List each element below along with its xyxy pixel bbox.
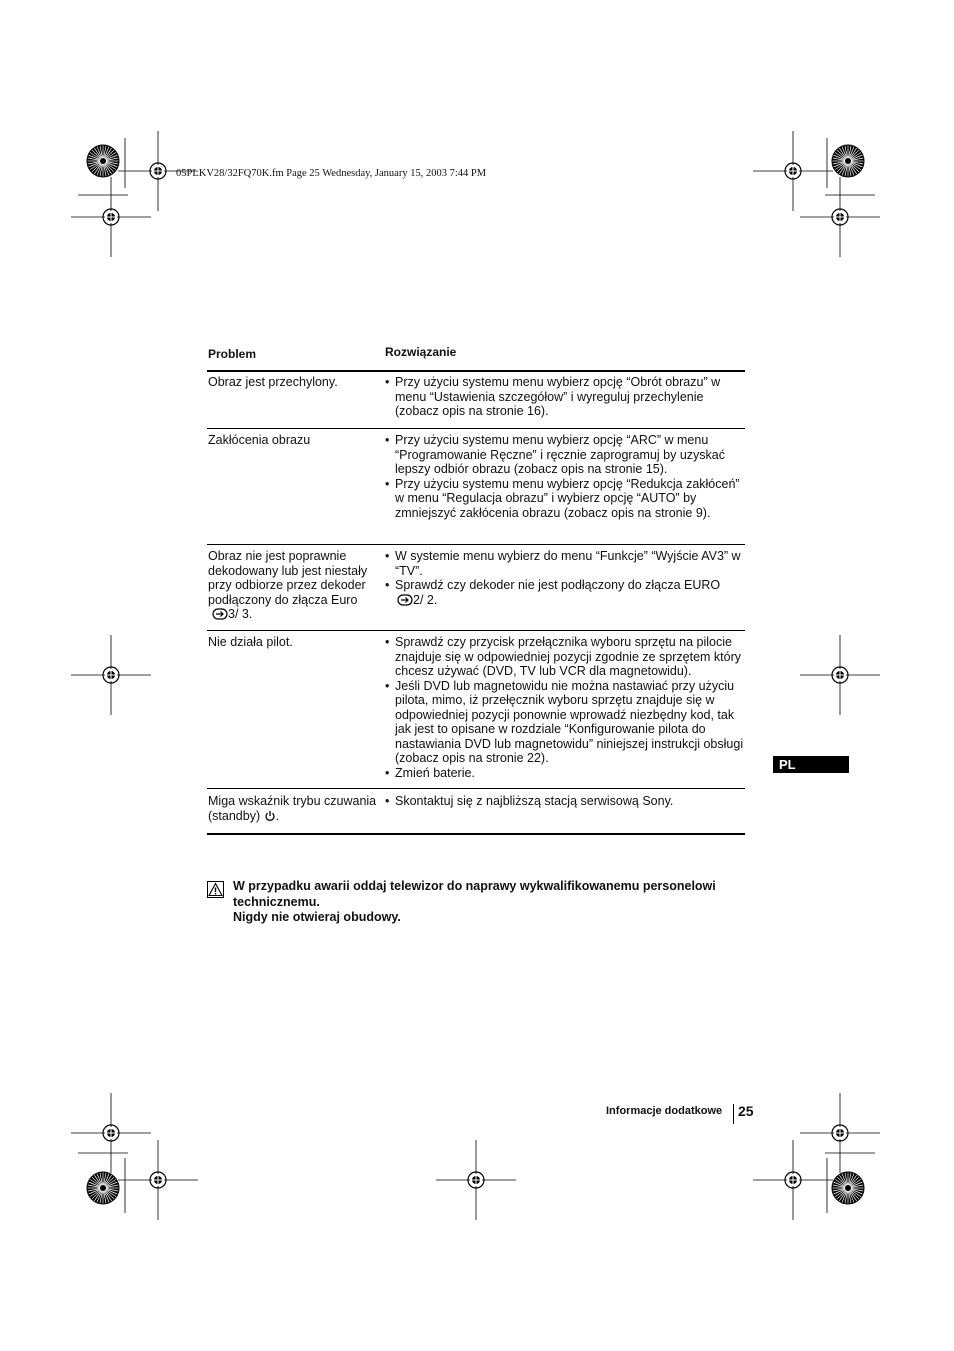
list-item: • Sprawdź czy dekoder nie jest podłączony do złącza EURO 2/ 2. — [385, 578, 721, 607]
table-row-solution — [385, 375, 747, 419]
list-item: • Skontaktuj się z najbliższą stacją serwisową Sony. — [385, 794, 674, 808]
row-divider — [207, 630, 745, 631]
language-tab: PL — [773, 756, 849, 773]
table-row-solution — [385, 433, 747, 520]
warning-text — [233, 879, 753, 926]
list-item: • Przy użyciu systemu menu wybierz opcję “Obrót obrazu” w menu “Ustawienia szczegółow” i wyreguluj przechylenie (zobacz opis na stronie 16). — [385, 375, 721, 418]
row-divider — [207, 428, 745, 429]
page-number: 25 — [738, 1103, 754, 1119]
row-divider — [207, 544, 745, 545]
warning-line: Nigdy nie otwieraj obudowy. — [233, 910, 401, 924]
table-row-problem: Nie działa pilot. — [208, 635, 293, 649]
table-row-solution — [385, 635, 747, 780]
registration-mark-icon — [118, 1140, 198, 1220]
table-row-problem — [208, 549, 378, 622]
table-header-rule — [207, 370, 745, 372]
sunburst-mark-icon — [85, 143, 121, 179]
connector-text: 2/ 2. — [413, 592, 438, 607]
table-row-problem: Miga wskaźnik trybu czuwania (standby) . — [208, 794, 377, 823]
list-item: • Zmień baterie. — [385, 765, 475, 780]
problem-text: Miga wskaźnik trybu czuwania (standby) — [208, 794, 377, 823]
list-item: • Sprawdź czy przycisk przełącznika wyboru sprzętu na pilocie znajduje się w odpowiedniej pozycji zgodnie ze sprzętem który chcesz używać (DVD, TV lub VCR dla magnetowidu). — [385, 635, 742, 678]
list-item: • Przy użyciu systemu menu wybierz opcję “Redukcja zakłóceń” w menu “Regulacja obrazu” i wybierz opcję “AUTO” by zmniejszyć zakłócenia obrazu (zobacz opis na stronie 9). — [385, 476, 740, 520]
table-row-problem: Zakłócenia obrazu — [208, 433, 311, 447]
file-info-header: 05PLKV28/32FQ70K.fm Page 25 Wednesday, January 15, 2003 7:44 PM — [176, 168, 487, 179]
sunburst-mark-icon — [830, 1170, 866, 1206]
table-row-solution — [385, 549, 747, 607]
registration-mark-icon — [71, 177, 151, 257]
column-header-solution: Rozwiązanie — [385, 345, 457, 359]
connector-line — [395, 593, 437, 607]
footer-divider — [733, 1104, 734, 1124]
registration-mark-icon — [800, 177, 880, 257]
list-item: • Przy użyciu systemu menu wybierz opcję “ARC” w menu “Programowanie Ręczne” i ręcznie zaprogramuj by uzyskać lepszy odbiór obrazu (zobacz opis na stronie 15). — [385, 433, 725, 476]
table-bottom-rule — [207, 833, 745, 835]
warning-triangle-icon — [207, 881, 224, 898]
standby-power-icon — [264, 810, 276, 822]
connector-line — [208, 607, 252, 621]
table-row-problem: Obraz jest przechylony. — [208, 375, 338, 389]
footer-section-label: Informacje dodatkowe — [606, 1105, 723, 1117]
registration-mark-icon — [436, 1140, 516, 1220]
sunburst-mark-icon — [830, 143, 866, 179]
list-item: • Jeśli DVD lub magnetowidu nie można nastawiać przy użyciu pilota, mimo, iż przełęcznik wyboru sprzętu znajduje się w odpowiedniej pozycji ponownie wprowadź niezbędny kod, tak jak jest to opisane w rozdziale “Konfigurowanie pilota do nastawiania DVD lub magnetowidu” niniejszej instrukcji obsługi (zobacz opis na stronie 22). — [385, 678, 744, 765]
registration-mark-icon — [71, 635, 151, 715]
table-row-solution — [385, 794, 747, 809]
problem-text: Obraz nie jest poprawnie dekodowany lub jest niestały przy odbiorze przez dekoder podłączony do złącza Euro — [208, 549, 368, 607]
scart-in-icon — [212, 608, 228, 620]
registration-mark-icon — [800, 635, 880, 715]
scart-in-icon — [397, 594, 413, 606]
registration-mark-icon — [753, 1140, 833, 1220]
list-item: • W systemie menu wybierz do menu “Funkcje” “Wyjście AV3” w “TV”. — [385, 549, 741, 578]
warning-line: W przypadku awarii oddaj telewizor do naprawy wykwalifikowanemu personelowi technicznemu. — [233, 879, 716, 909]
connector-text: 3/ 3. — [228, 607, 253, 621]
sunburst-mark-icon — [85, 1170, 121, 1206]
column-header-problem: Problem — [208, 347, 257, 361]
row-divider — [207, 788, 745, 789]
